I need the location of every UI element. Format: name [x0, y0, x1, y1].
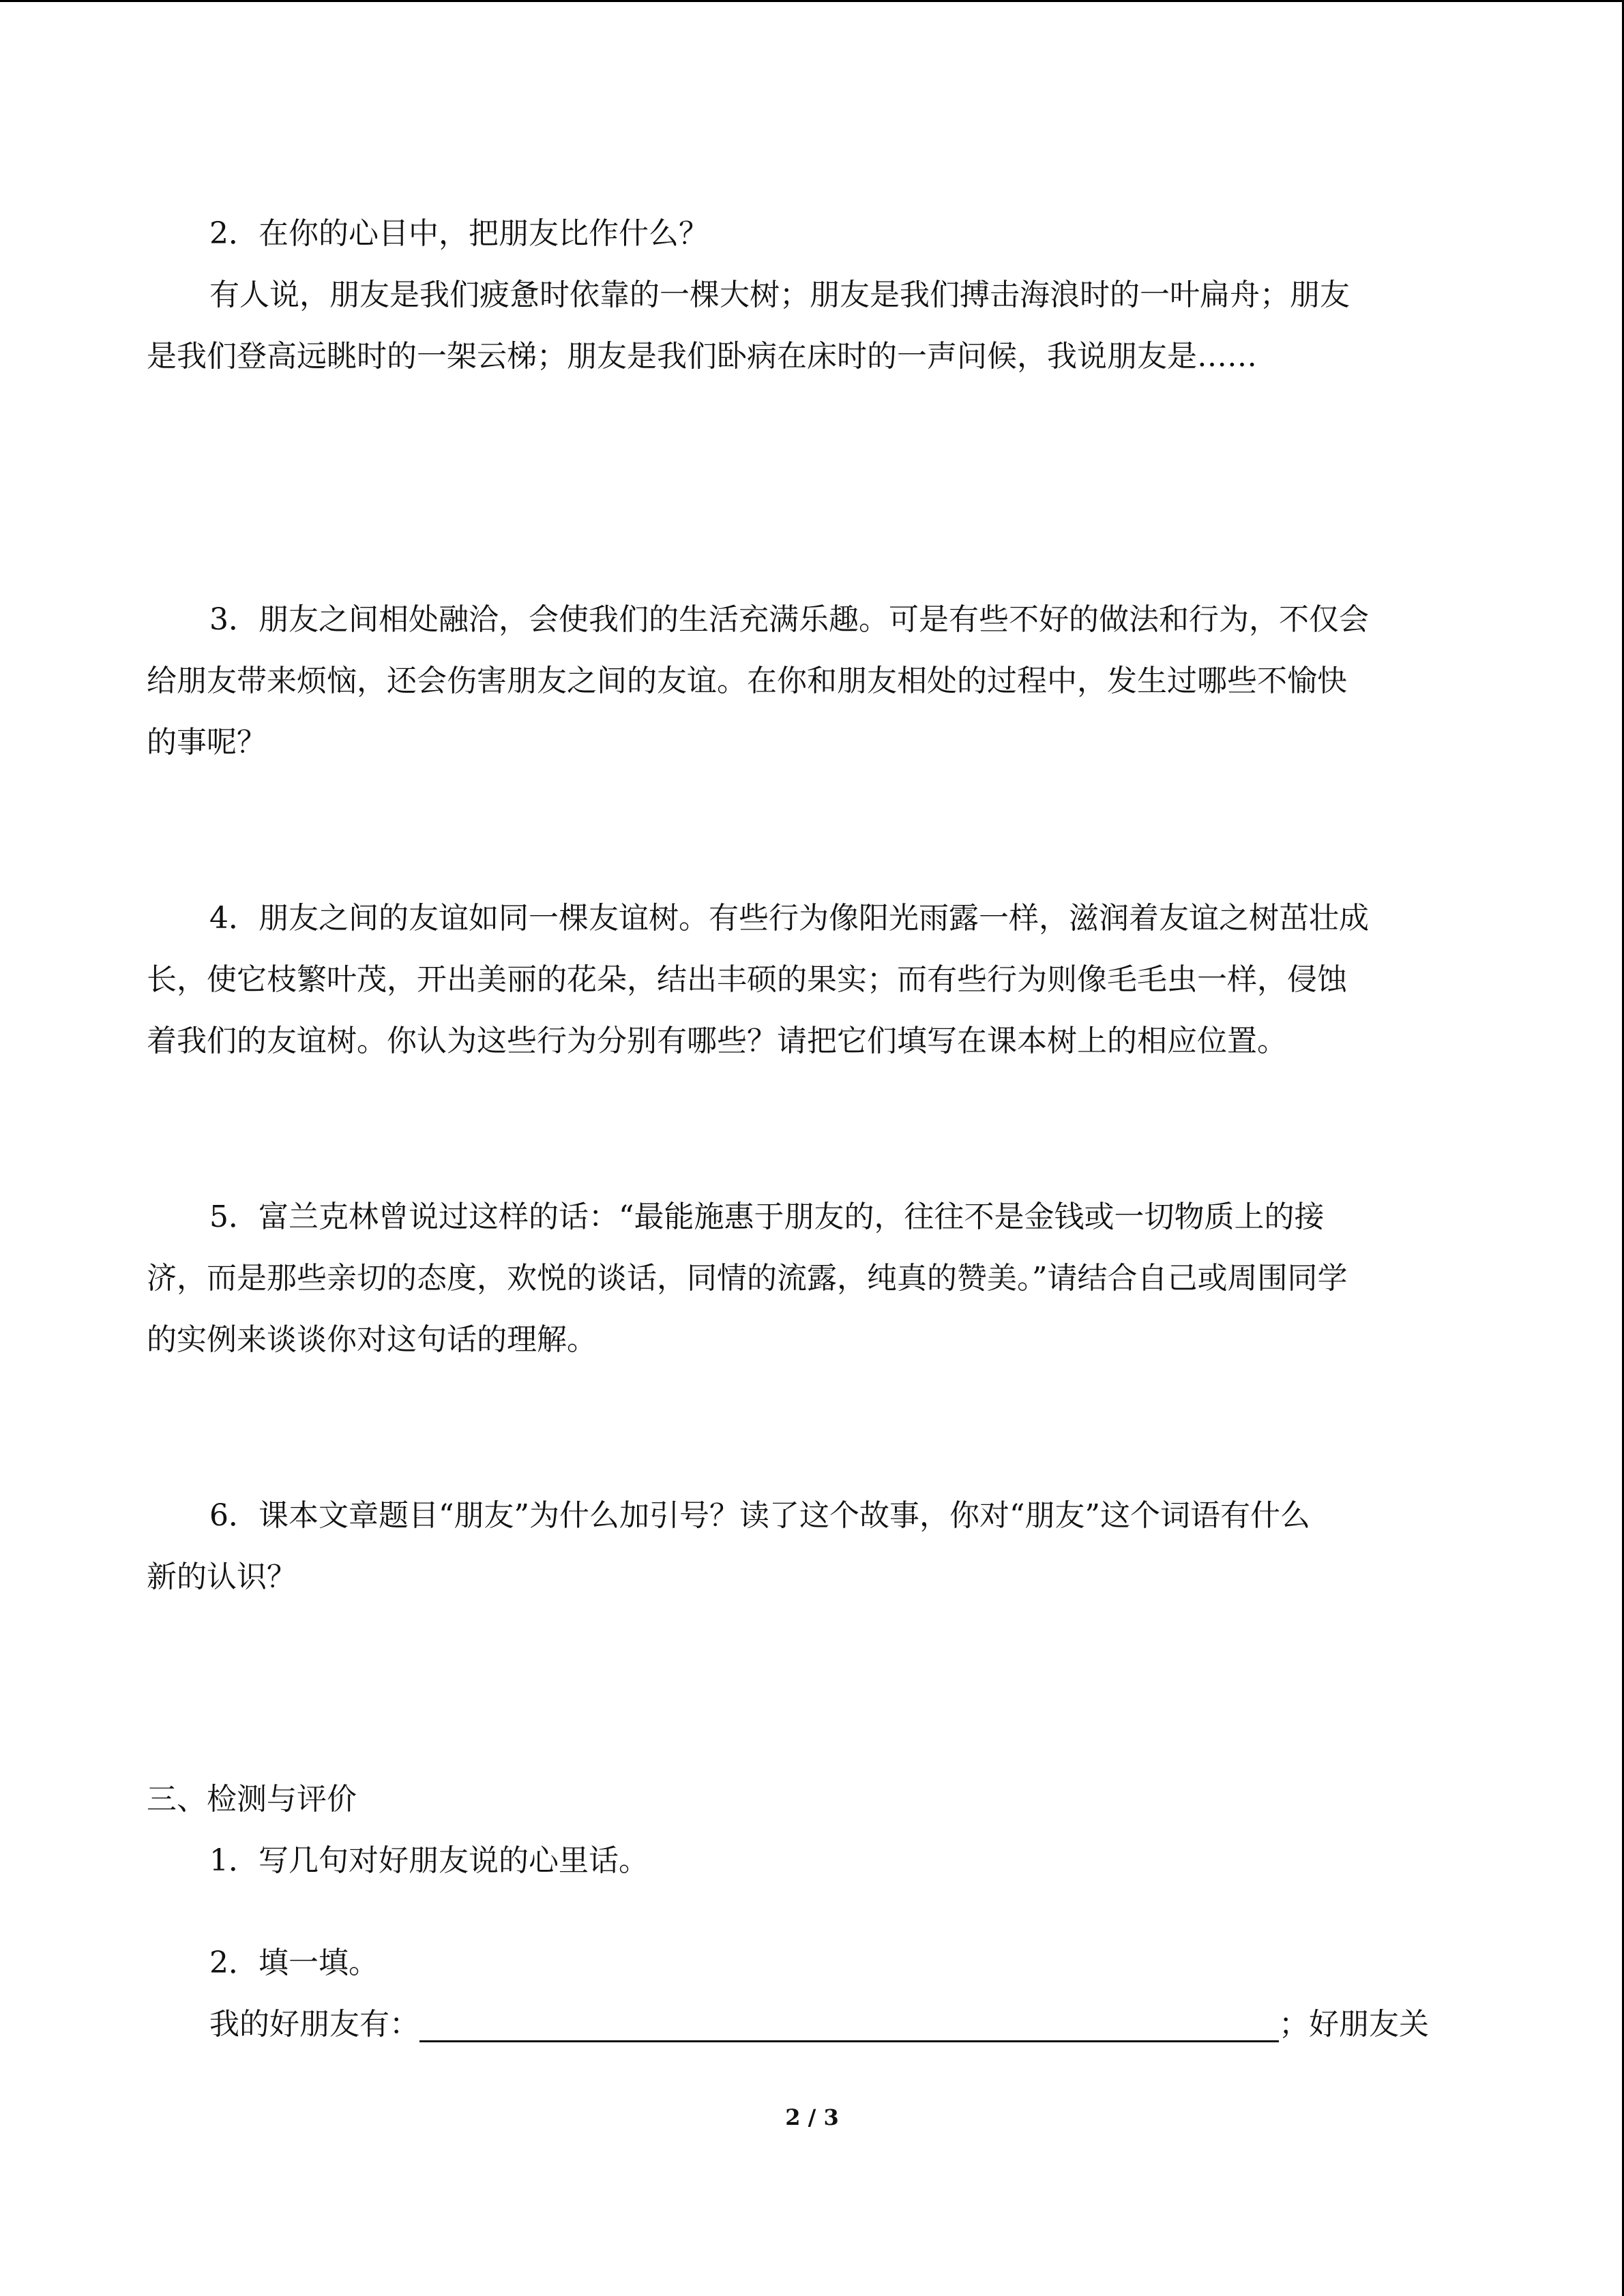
worksheet-content [147, 203, 1477, 2055]
page-border-top [0, 0, 1624, 2]
question-3-line: 的事呢？ [147, 725, 267, 760]
question-2 [147, 203, 1477, 387]
answer-space [147, 1892, 1477, 1933]
page-number: 2 / 3 [785, 2104, 839, 2130]
question-4-line: 长，使它枝繁叶茂，开出美丽的花朵，结出丰硕的果实；而有些行为则像毛毛虫一样，侵蚀 [147, 962, 1347, 997]
question-3-line: 3．朋友之间相处融洽，会使我们的生活充满乐趣。可是有些不好的做法和行为，不仅会 [209, 602, 1369, 637]
fill-in-blank[interactable] [419, 2009, 1279, 2042]
answer-space [147, 1072, 1477, 1187]
question-3-line: 给朋友带来烦恼，还会伤害朋友之间的友谊。在你和朋友相处的过程中，发生过哪些不愉快 [147, 664, 1347, 698]
question-6-line: 6．课本文章题目“朋友”为什么加引号？读了这个故事，你对“朋友”这个词语有什么 [209, 1498, 1310, 1533]
question-5-line: 济，而是那些亲切的态度，欢悦的谈话，同情的流露，纯真的赞美。”请结合自己或周围同学 [147, 1261, 1348, 1296]
section-3-item-2: 2．填一填。 [209, 1945, 379, 1980]
fill-in-row [147, 1994, 1477, 2055]
question-2-text-line: 是我们登高远眺时的一架云梯；朋友是我们卧病在床时的一声问候，我说朋友是…… [147, 339, 1257, 374]
question-3 [147, 589, 1477, 773]
fill-prefix: 我的好朋友有： [209, 2007, 419, 2042]
fill-suffix: ；好朋友关 [1279, 2007, 1429, 2042]
question-6-line: 新的认识？ [147, 1560, 297, 1594]
section-3-item-1: 1．写几句对好朋友说的心里话。 [209, 1843, 649, 1878]
answer-space [147, 1371, 1477, 1485]
question-4-line: 着我们的友谊树。你认为这些行为分别有哪些？请把它们填写在课本树上的相应位置。 [147, 1024, 1287, 1058]
question-4 [147, 888, 1477, 1072]
answer-space [147, 387, 1477, 589]
question-4-line: 4．朋友之间的友谊如同一棵友谊树。有些行为像阳光雨露一样，滋润着友谊之树茁壮成 [209, 901, 1369, 936]
answer-space [147, 1608, 1477, 1769]
question-6 [147, 1485, 1477, 1608]
section-3-heading: 三、检测与评价 [147, 1782, 357, 1817]
question-2-title: 2．在你的心目中，把朋友比作什么？ [209, 216, 709, 251]
question-5 [147, 1187, 1477, 1371]
answer-space [147, 773, 1477, 888]
question-2-text-line: 有人说，朋友是我们疲惫时依靠的一棵大树；朋友是我们搏击海浪时的一叶扁舟；朋友 [209, 278, 1350, 312]
question-5-line: 的实例来谈谈你对这句话的理解。 [147, 1322, 597, 1357]
question-5-line: 5．富兰克林曾说过这样的话：“最能施惠于朋友的，往往不是金钱或一切物质上的接 [209, 1199, 1325, 1234]
section-3 [147, 1769, 1477, 2055]
